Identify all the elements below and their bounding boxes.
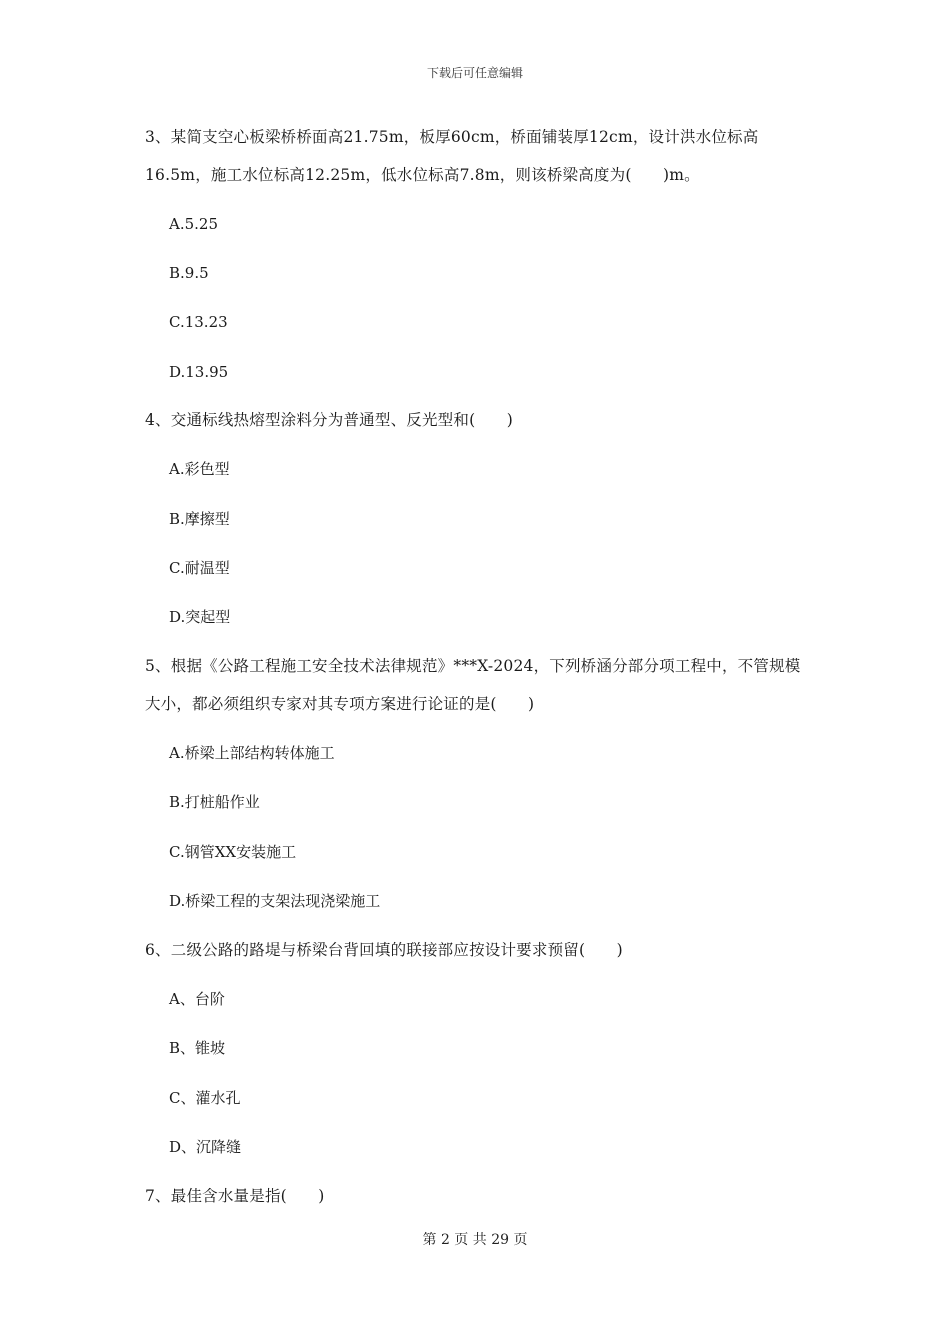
question-4-option-a: A.彩色型 [169, 460, 230, 478]
page-header: 下载后可任意编辑 [426, 66, 523, 80]
question-5-stem: 5、根据《公路工程施工安全技术法律规范》***X-2024，下列桥涵分部分项工程中，不管规模大小，都必须组织专家对其专项方案进行论证的是( ) [145, 657, 801, 713]
question-7-stem: 7、最佳含水量是指( ) [145, 1187, 325, 1205]
question-6-option-b: B、锥坡 [169, 1039, 226, 1057]
question-5-option-c: C.钢管XX安装施工 [169, 843, 297, 861]
question-4-option-b: B.摩擦型 [169, 510, 230, 528]
question-3-option-b: B.9.5 [169, 264, 209, 282]
question-6-option-d: D、沉降缝 [169, 1138, 242, 1156]
question-5-option-b: B.打桩船作业 [169, 793, 260, 811]
question-4-stem: 4、交通标线热熔型涂料分为普通型、反光型和( ) [145, 411, 513, 429]
question-6-option-a: A、台阶 [169, 990, 225, 1008]
question-5-option-d: D.桥梁工程的支架法现浇梁施工 [169, 892, 381, 910]
question-3-option-c: C.13.23 [169, 313, 228, 331]
question-6-option-c: C、灌水孔 [169, 1089, 241, 1107]
question-4-option-c: C.耐温型 [169, 559, 230, 577]
question-4-option-d: D.突起型 [169, 608, 231, 626]
page-footer: 第 2 页 共 29 页 [422, 1232, 528, 1248]
question-5-option-a: A.桥梁上部结构转体施工 [169, 744, 335, 762]
question-3-option-a: A.5.25 [169, 215, 218, 233]
question-3-option-d: D.13.95 [169, 363, 229, 381]
question-3-stem: 3、某简支空心板梁桥桥面高21.75m，板厚60cm，桥面铺装厚12cm，设计洪水位标高16.5m，施工水位标高12.25m，低水位标高7.8m，则该桥梁高度为( )m。 [145, 128, 759, 184]
question-6-stem: 6、二级公路的路堤与桥梁台背回填的联接部应按设计要求预留( ) [145, 941, 623, 959]
